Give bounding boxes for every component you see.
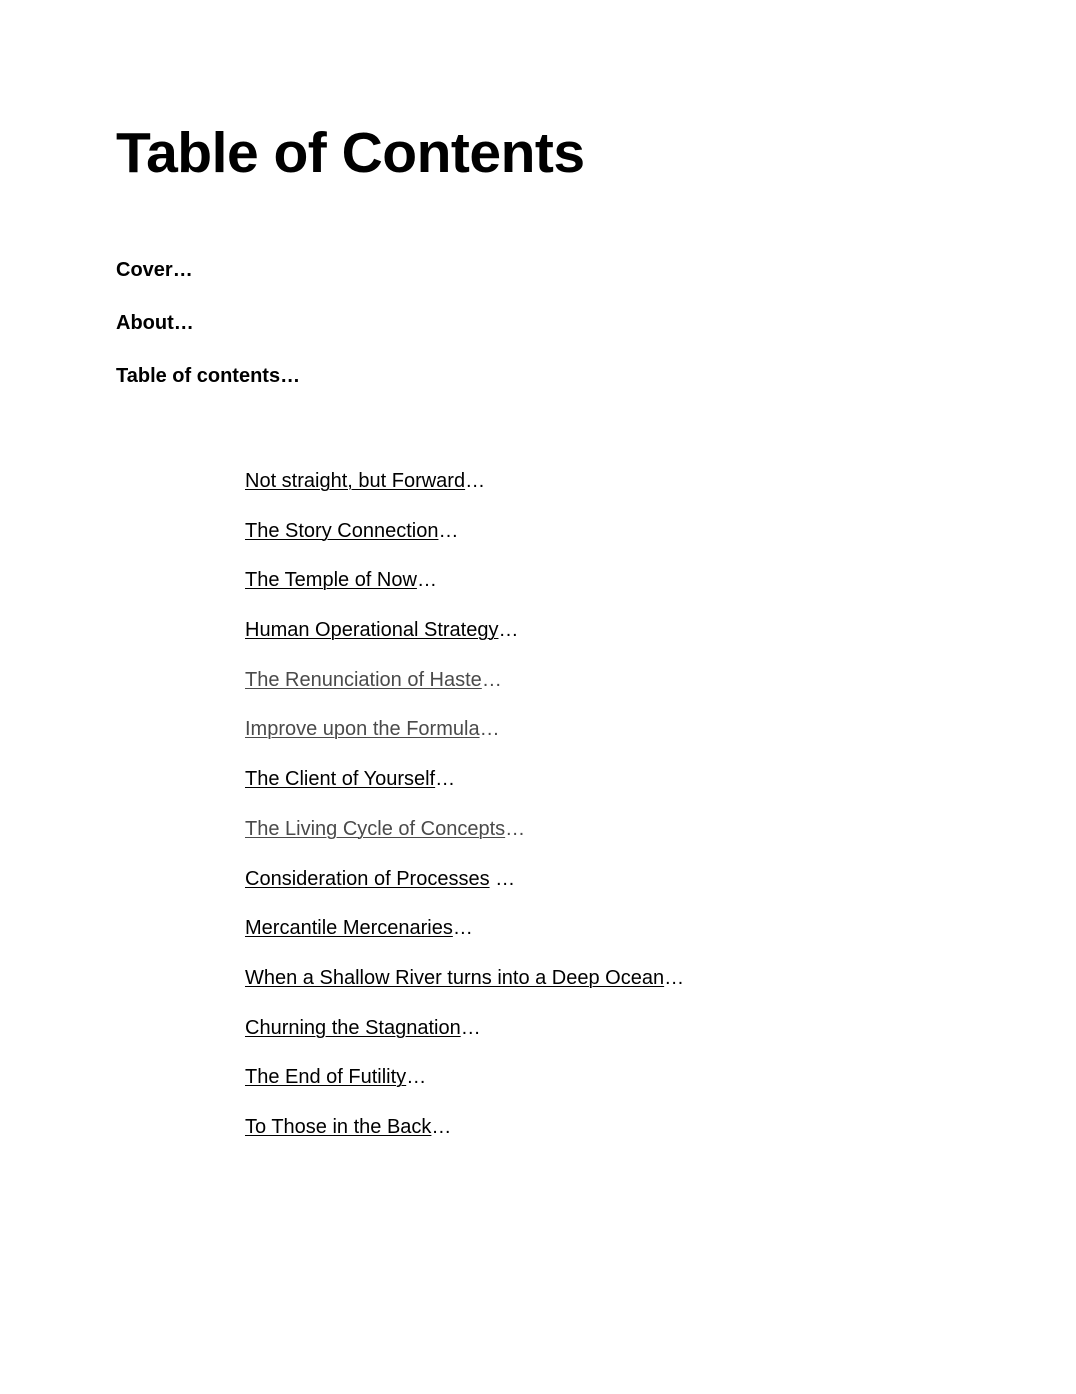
- chapter-link[interactable]: The End of Futility: [245, 1066, 407, 1089]
- chapter-item: [245, 865, 684, 915]
- chapter-item: [245, 964, 684, 1014]
- chapter-ellipsis: …: [406, 1066, 427, 1089]
- chapter-item: [245, 1113, 684, 1163]
- chapter-link[interactable]: Improve upon the Formula: [245, 718, 480, 741]
- chapter-item: [245, 1014, 684, 1064]
- chapter-ellipsis: …: [465, 470, 486, 492]
- front-matter-list: [116, 256, 300, 415]
- chapter-link[interactable]: The Temple of Now: [245, 569, 417, 592]
- ellipsis: …: [172, 259, 193, 281]
- chapter-ellipsis: …: [438, 519, 459, 542]
- front-matter-cover[interactable]: [116, 256, 300, 309]
- chapter-link[interactable]: When a Shallow River turns into a Deep Ocean: [245, 966, 665, 989]
- chapter-item: [245, 1063, 684, 1113]
- ellipsis: …: [173, 312, 194, 334]
- chapter-ellipsis: …: [664, 966, 685, 989]
- chapter-item: [245, 765, 684, 815]
- page-title: Table of Contents: [116, 121, 585, 185]
- front-matter-label[interactable]: About: [116, 312, 174, 334]
- chapter-item: [245, 715, 684, 765]
- chapter-item: [245, 666, 684, 716]
- front-matter-label[interactable]: Cover: [116, 259, 173, 281]
- chapter-link[interactable]: Consideration of Processes: [245, 867, 490, 890]
- chapter-link[interactable]: Not straight, but Forward: [245, 470, 466, 492]
- ellipsis: …: [280, 365, 301, 387]
- chapter-ellipsis: …: [435, 768, 456, 791]
- chapter-ellipsis: …: [505, 817, 526, 840]
- chapter-ellipsis: …: [452, 917, 473, 940]
- chapter-item: [245, 914, 684, 964]
- front-matter-about[interactable]: [116, 309, 300, 362]
- chapter-link[interactable]: The Story Connection: [245, 519, 439, 542]
- chapter-item: [245, 566, 684, 616]
- chapter-link[interactable]: Mercantile Mercenaries: [245, 917, 453, 940]
- chapter-item: [245, 616, 684, 666]
- chapter-link[interactable]: Human Operational Strategy: [245, 619, 499, 642]
- chapter-item: [245, 467, 684, 517]
- chapter-ellipsis: …: [489, 867, 516, 890]
- chapter-ellipsis: …: [460, 1016, 481, 1039]
- chapter-list: [245, 467, 684, 1163]
- chapter-ellipsis: …: [481, 668, 502, 691]
- chapter-ellipsis: …: [431, 1115, 452, 1138]
- front-matter-label[interactable]: Table of contents: [116, 365, 281, 387]
- chapter-ellipsis: …: [498, 619, 519, 642]
- chapter-link[interactable]: The Client of Yourself: [245, 768, 436, 791]
- chapter-link[interactable]: Churning the Stagnation: [245, 1016, 461, 1039]
- chapter-ellipsis: …: [416, 569, 437, 592]
- chapter-link[interactable]: The Renunciation of Haste: [245, 668, 482, 691]
- chapter-ellipsis: …: [479, 718, 500, 741]
- front-matter-table-of-contents[interactable]: [116, 362, 300, 415]
- chapter-link[interactable]: To Those in the Back: [245, 1115, 432, 1138]
- chapter-item: [245, 815, 684, 865]
- chapter-item: [245, 517, 684, 567]
- chapter-link[interactable]: The Living Cycle of Concepts: [245, 817, 506, 840]
